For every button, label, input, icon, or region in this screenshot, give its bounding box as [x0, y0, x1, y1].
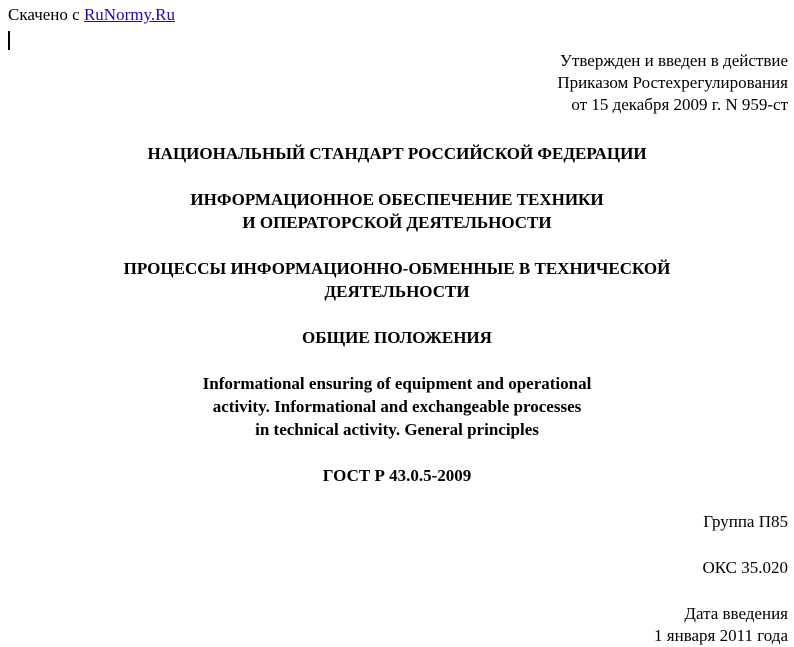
- sub-title-line: ДЕЯТЕЛЬНОСТИ: [324, 282, 470, 301]
- introduction-date-value: 1 января 2011 года: [654, 626, 788, 645]
- english-title: [0, 372, 794, 441]
- main-title: [0, 188, 794, 234]
- approval-line: от 15 декабря 2009 г. N 959-ст: [571, 95, 788, 114]
- approval-block: [557, 50, 788, 116]
- oks-code: ОКС 35.020: [702, 558, 788, 577]
- approval-line: Утвержден и введен в действие: [559, 51, 788, 70]
- english-title-line: Informational ensuring of equipment and operational: [202, 374, 592, 393]
- source-link[interactable]: RuNormy.Ru: [83, 5, 175, 24]
- source-prefix: Скачено с: [8, 5, 84, 24]
- english-title-line: in technical activity. General principles: [255, 420, 539, 439]
- part-title-text: ОБЩИЕ ПОЛОЖЕНИЯ: [302, 328, 492, 347]
- source-line: [8, 5, 175, 25]
- introduction-date-label: Дата введения: [684, 604, 788, 623]
- main-title-line: ИНФОРМАЦИОННОЕ ОБЕСПЕЧЕНИЕ ТЕХНИКИ: [190, 190, 604, 209]
- sub-title-line: ПРОЦЕССЫ ИНФОРМАЦИОННО-ОБМЕННЫЕ В ТЕХНИЧЕСКОЙ: [123, 259, 671, 278]
- standard-type-heading: [0, 142, 794, 165]
- group-code: Группа П85: [703, 512, 788, 531]
- sub-title: [0, 257, 794, 303]
- part-title: [0, 326, 794, 349]
- designation-text: ГОСТ Р 43.0.5-2009: [322, 466, 472, 485]
- introduction-date: [654, 603, 788, 647]
- standard-type-text: НАЦИОНАЛЬНЫЙ СТАНДАРТ РОССИЙСКОЙ ФЕДЕРАЦИИ: [147, 144, 647, 163]
- main-title-line: И ОПЕРАТОРСКОЙ ДЕЯТЕЛЬНОСТИ: [242, 213, 552, 232]
- approval-line: Приказом Ростехрегулирования: [557, 73, 788, 92]
- text-cursor: [8, 31, 10, 50]
- standard-designation: [0, 464, 794, 487]
- english-title-line: activity. Informational and exchangeable processes: [212, 397, 582, 416]
